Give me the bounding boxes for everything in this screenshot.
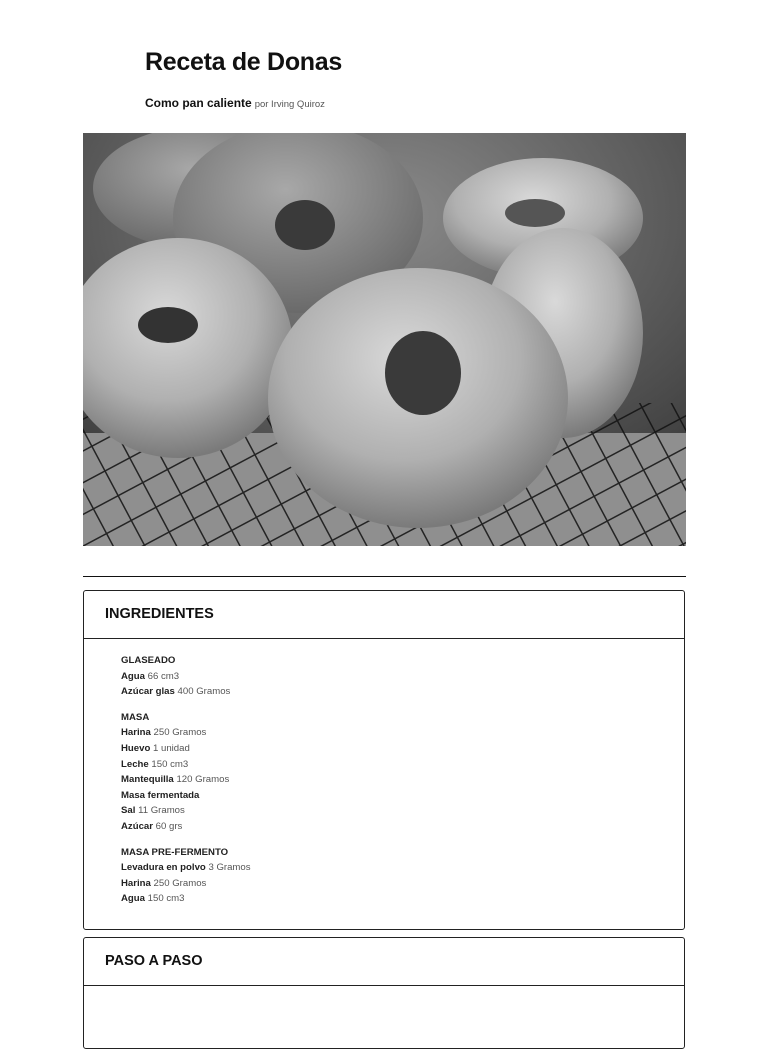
recipe-subtitle	[145, 96, 325, 110]
ingredient-group-title: MASA	[121, 711, 150, 723]
ingredient-item	[121, 803, 684, 819]
ingredients-heading: INGREDIENTES	[84, 591, 684, 639]
steps-heading: PASO A PASO	[84, 938, 684, 986]
ingredients-list	[84, 639, 684, 907]
author-byline: por Irving Quiroz	[254, 99, 325, 110]
ingredient-item	[121, 757, 684, 773]
section-divider	[83, 576, 686, 577]
donuts-illustration	[83, 133, 686, 546]
ingredient-group	[121, 653, 684, 700]
ingredient-name: Agua	[121, 670, 145, 682]
ingredient-name: Levadura en polvo	[121, 862, 206, 874]
ingredient-quantity: 3 Gramos	[208, 862, 251, 874]
ingredient-item	[121, 725, 684, 741]
ingredient-name: Mantequilla	[121, 774, 174, 786]
ingredient-item	[121, 772, 684, 788]
ingredient-item	[121, 876, 684, 892]
ingredient-quantity: 150 cm3	[147, 893, 185, 905]
ingredient-name: Agua	[121, 893, 145, 905]
ingredient-name: Harina	[121, 877, 151, 889]
ingredient-item	[121, 741, 684, 757]
ingredient-quantity: 60 grs	[155, 820, 183, 832]
ingredient-item	[121, 684, 684, 700]
ingredient-group	[121, 710, 684, 835]
ingredient-quantity: 1 unidad	[153, 742, 190, 754]
ingredient-group-title: GLASEADO	[121, 655, 176, 666]
ingredient-name: Huevo	[121, 742, 151, 754]
ingredient-name: Sal	[121, 805, 136, 817]
ingredient-name: Harina	[121, 727, 151, 739]
ingredient-quantity: 11 Gramos	[138, 805, 185, 817]
steps-card	[83, 937, 685, 1049]
ingredient-name: Azúcar	[121, 820, 153, 832]
ingredient-name: Leche	[121, 758, 149, 770]
ingredient-item	[121, 669, 684, 685]
page-title: Receta de Donas	[145, 48, 342, 76]
ingredient-item	[121, 891, 684, 907]
ingredient-group-title: MASA PRE-FERMENTO	[121, 846, 229, 858]
ingredient-quantity: 120 Gramos	[176, 774, 230, 786]
ingredient-item	[121, 860, 684, 876]
ingredient-quantity: 150 cm3	[151, 758, 189, 770]
ingredient-item	[121, 819, 684, 835]
ingredient-quantity: 66 cm3	[147, 670, 180, 682]
ingredient-name: Masa fermentada	[121, 789, 200, 801]
ingredient-quantity: 400 Gramos	[177, 686, 231, 698]
ingredient-quantity: 250 Gramos	[153, 877, 207, 889]
ingredient-group	[121, 845, 684, 907]
subtitle-text: Como pan caliente	[145, 96, 252, 110]
ingredient-item	[121, 788, 684, 804]
ingredient-quantity: 250 Gramos	[153, 727, 207, 739]
donuts-photo	[83, 133, 686, 546]
ingredient-name: Azúcar glas	[121, 686, 175, 698]
ingredients-card	[83, 590, 685, 930]
